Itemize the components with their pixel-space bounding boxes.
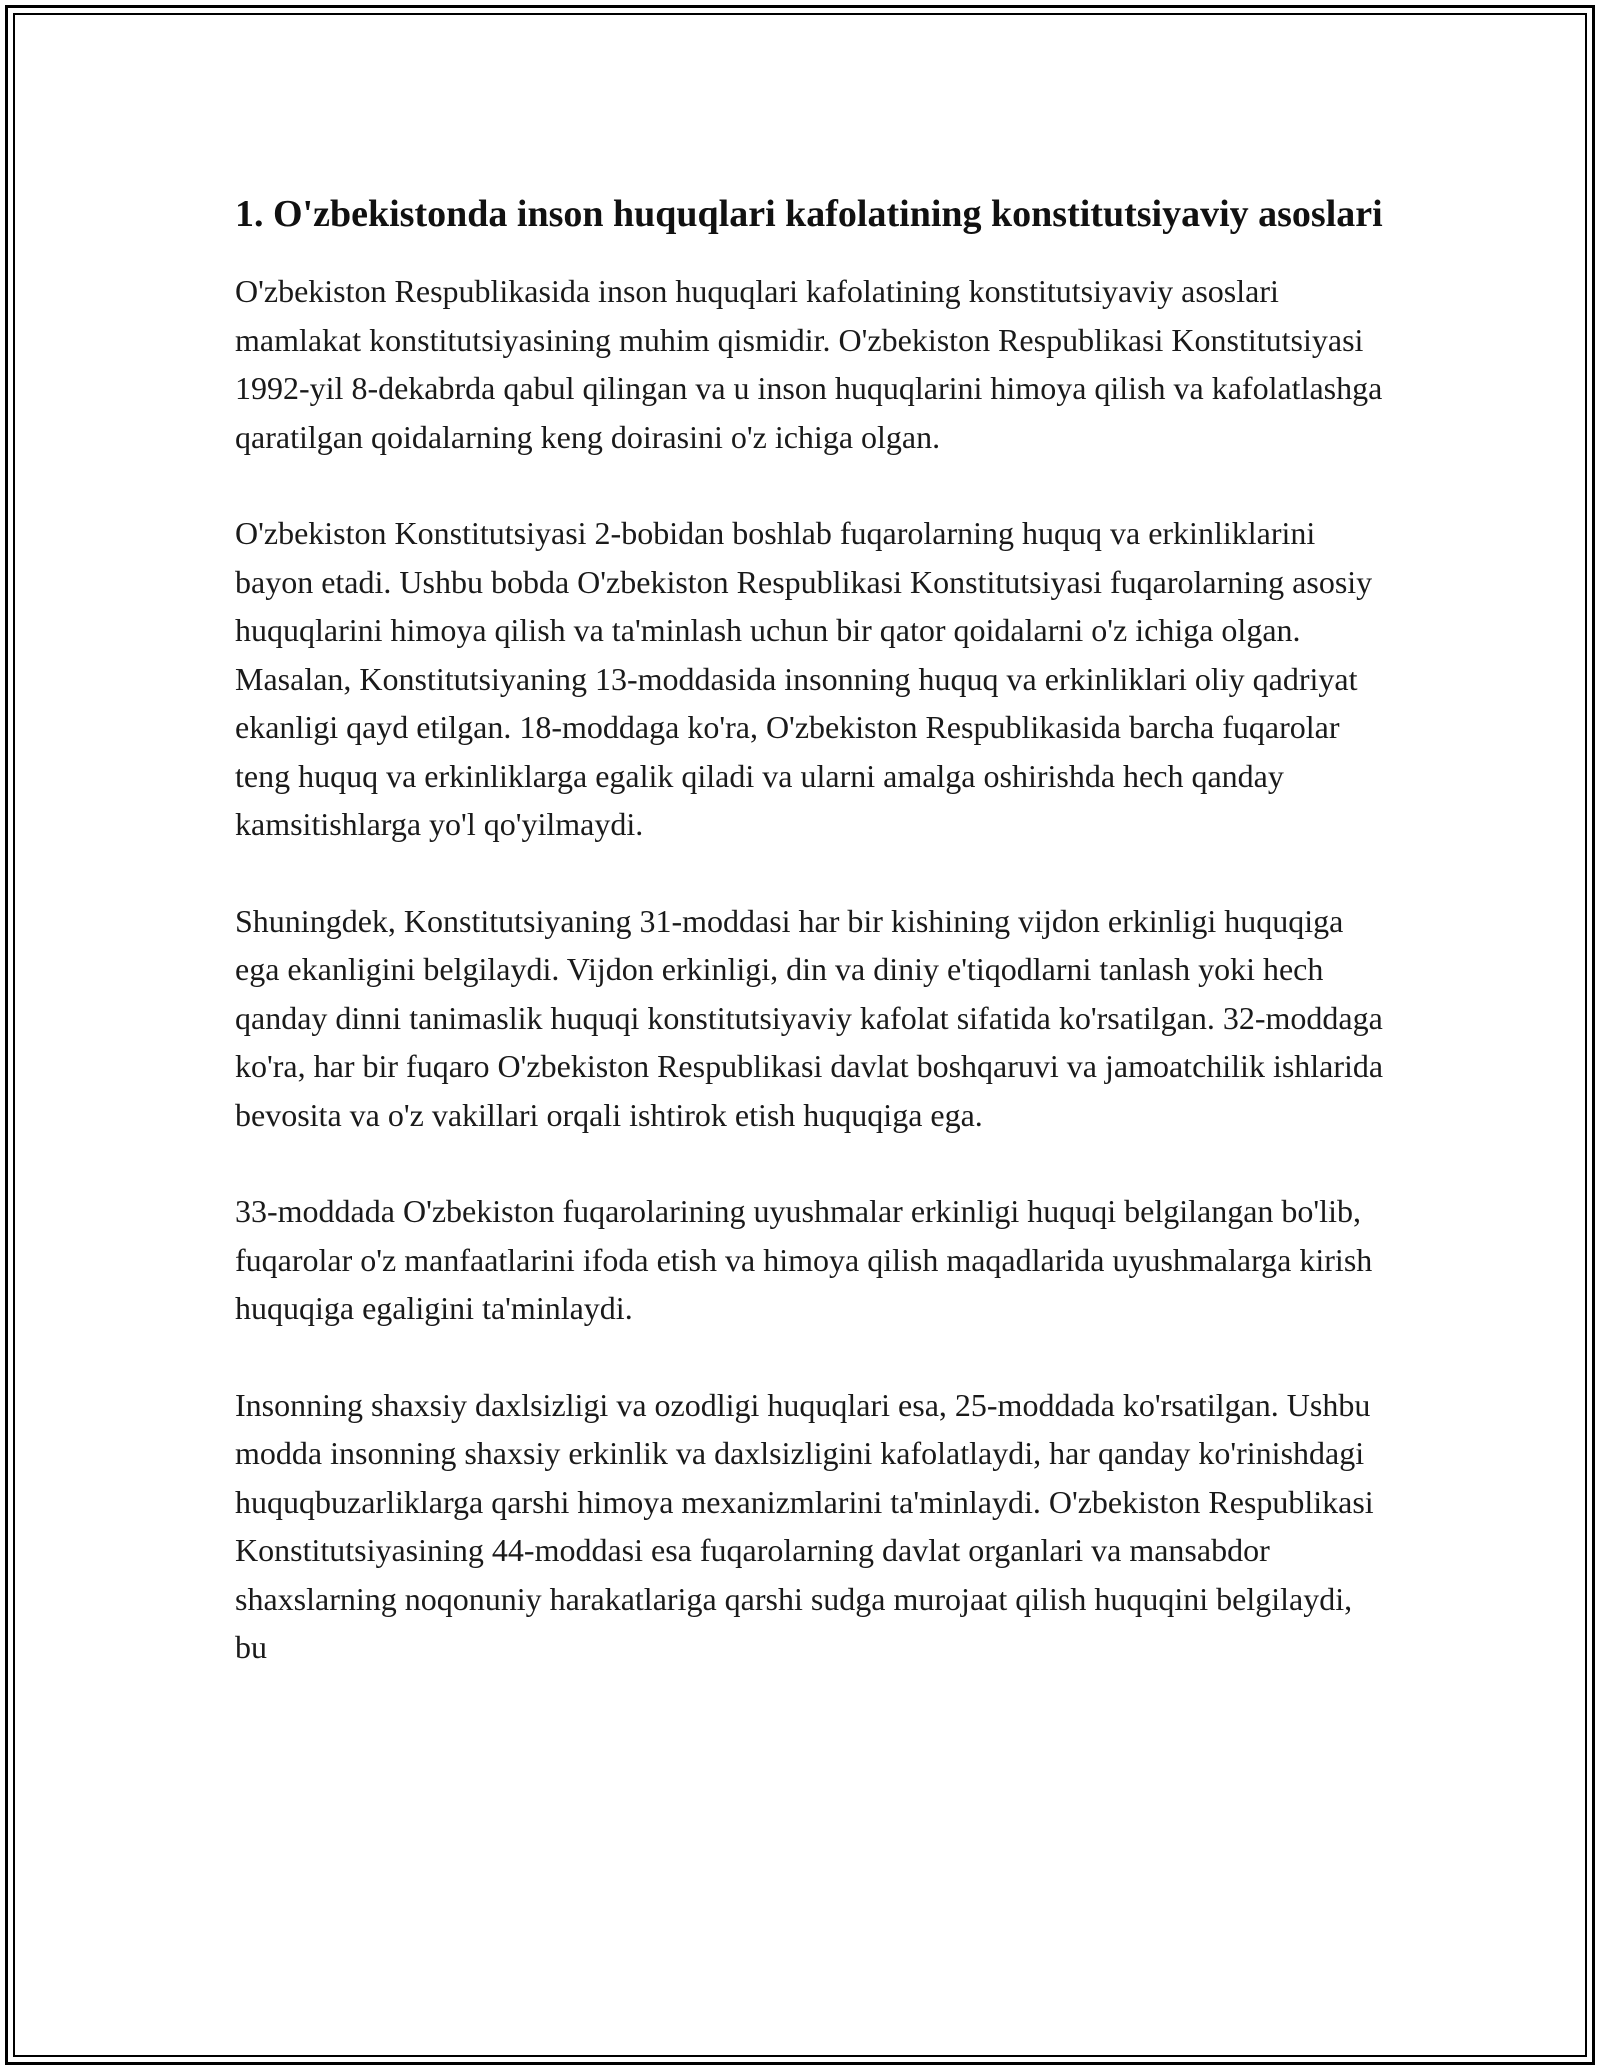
section-heading: 1. O'zbekistonda inson huquqlari kafolatining konstitutsiyaviy asoslari [235,193,1383,235]
paragraph-5: Insonning shaxsiy daxlsizligi va ozodligi huquqlari esa, 25-moddada ko'rsatilgan. Ushbu modda insonning shaxsiy erkinlik va daxlsizligini kafolatlaydi, har qanday ko'rinishdagi huquqbuzarliklarga qarshi himoya mexanizmlarini ta'minlaydi. O'zbekiston Respublikasi Konstitutsiyasining 44-moddasi esa fuqarolarning davlat organlari va mansabdor shaxslarning noqonuniy harakatlariga qarshi sudga murojaat qilish huquqini belgilaydi, bu [235,1386,1374,1665]
paragraph-3: Shuningdek, Konstitutsiyaning 31-moddasi har bir kishining vijdon erkinligi huquqiga ega ekanligini belgilaydi. Vijdon erkinligi, din va diniy e'tiqodlarni tanlash yoki hech qanday dinni tanimaslik huquqi konstitutsiyaviy kafolat sifatida ko'rsatilgan. 32-moddaga ko'ra, har bir fuqaro O'zbekiston Respublikasi davlat boshqaruvi va jamoatchilik ishlarida bevosita va o'z vakillari orqali ishtirok etish huquqiga ega. [235,902,1384,1133]
paragraph-1: O'zbekiston Respublikasida inson huquqlari kafolatining konstitutsiyaviy asoslari mamlakat konstitutsiyasining muhim qismidir. O'zbekiston Respublikasi Konstitutsiyasi 1992-yil 8-dekabrda qabul qilingan va u inson huquqlarini himoya qilish va kafolatlashga qaratilgan qoidalarning keng doirasini o'z ichiga olgan. [235,273,1383,455]
document-body [235,188,1385,1720]
paragraph-4: 33-moddada O'zbekiston fuqarolarining uyushmalar erkinligi huquqi belgilangan bo'lib, fuqarolar o'z manfaatlarini ifoda etish va himoya qilish maqadlarida uyushmalarga kirish huquqiga egaligini ta'minlaydi. [235,1193,1373,1326]
paragraph-2: O'zbekiston Konstitutsiyasi 2-bobidan boshlab fuqarolarning huquq va erkinliklarini bayon etadi. Ushbu bobda O'zbekiston Respublikasi Konstitutsiyasi fuqarolarning asosiy huquqlarini himoya qilish va ta'minlash uchun bir qator qoidalarni o'z ichiga olgan. Masalan, Konstitutsiyaning 13-moddasida insonning huquq va erkinliklari oliy qadriyat ekanligi qayd etilgan. 18-moddaga ko'ra, O'zbekiston Respublikasida barcha fuqarolar teng huquq va erkinliklarga egalik qiladi va ularni amalga oshirishda hech qanday kamsitishlarga yo'l qo'yilmaydi. [235,515,1373,842]
